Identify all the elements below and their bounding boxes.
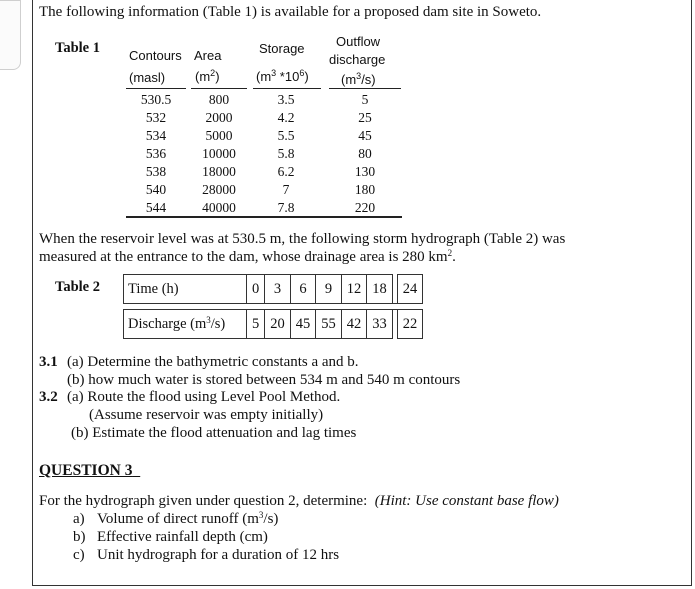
table1-cell: 180 [354,182,376,197]
paragraph-line-1: When the reservoir level was at 530.5 m, the following storm hydrograph (Table 2) was [39,231,566,247]
table1-cell: 45 [358,128,372,143]
unit-outflow: $(m^3/s)$ [341,71,376,87]
table1-cell: 18000 [202,164,236,179]
paragraph-line-2: measured at the entrance to the dam, whose drainage area is 280 $km^2$. [39,248,456,265]
discharge-cell: 22 [397,310,423,339]
table1-cell: 6.2 [277,164,295,179]
table1-cell: 544 [145,200,167,215]
table1-cell: 220 [354,200,376,215]
unit-contours: (masl) [129,70,166,85]
time-cell: 0 [247,275,265,304]
table2-time-row [124,275,423,304]
unit-area: $(m^2)$ [195,68,220,84]
unit-storage: ($m^3$ $*10^6$) [256,68,309,84]
q3-hint: (Hint: Use constant base flow) [374,493,559,509]
table1-cell: 540 [145,182,167,197]
table1-rule [253,88,321,89]
table1-label: Table 1 [55,40,100,56]
table1-cell: 4.2 [277,110,295,125]
header-contours: Contours [129,48,182,63]
q31a-text: (a) Determine the bathymetric constants a and b. [67,354,359,370]
table1-cell: 10000 [202,146,236,161]
page-side-tab [0,0,21,70]
time-cell: 3 [265,275,291,304]
q32a-note: (Assume reservoir was empty initially) [89,407,324,423]
time-label: Time (h) [124,275,247,304]
table1-cell: 3.5 [277,92,295,107]
q32-number: 3.2 [39,389,58,405]
table1-cell: 7.8 [277,200,295,215]
table1-cell: 5.5 [277,128,295,143]
table1-cell: 532 [145,110,167,125]
table1-cell: 538 [145,164,167,179]
header-outflow: Outflow [336,34,381,49]
discharge-cell: 20 [265,310,291,339]
table1-rule [191,88,247,89]
table1-rule [126,88,186,89]
table1-cell: 5000 [205,128,233,143]
table1-cell: 2000 [205,110,233,125]
discharge-cell: 33 [367,310,393,339]
table2-label: Table 2 [55,279,100,295]
table1-cell: 40000 [202,200,236,215]
table2 [123,274,423,339]
discharge-cell: 5 [247,310,265,339]
time-cell: 24 [397,275,423,304]
q32a-text: (a) Route the flood using Level Pool Method. [67,389,341,405]
table1-cell: 25 [358,110,372,125]
table1-cell: 5.8 [277,146,295,161]
table1-cell: 800 [208,92,230,107]
question3-title: QUESTION 3 [39,462,133,479]
q31-number: 3.1 [39,354,58,370]
q3-item-a: a) Volume of direct runoff $(m^3/s)$ [73,510,279,527]
time-cell: 18 [367,275,393,304]
table1-bottom-rule [126,216,402,218]
time-cell: 6 [290,275,316,304]
discharge-cell: 42 [341,310,367,339]
table1-rule [329,88,401,89]
time-cell: 9 [316,275,342,304]
header-storage: Storage [259,41,305,56]
table1-cell: 28000 [202,182,236,197]
table1-cell: 536 [145,146,167,161]
q31b-text: (b) how much water is stored between 534 m and 540 m contours [67,372,461,388]
table2-discharge-row [124,310,423,339]
header-area: Area [194,48,222,63]
q3-intro: For the hydrograph given under question 2, determine: (Hint: Use constant base flow) [39,493,559,509]
discharge-cell: 55 [316,310,342,339]
q32b-text: (b) Estimate the flood attenuation and lag times [71,425,357,441]
table1-cell: 530.5 [140,92,172,107]
table1-cell: 534 [145,128,167,143]
table1-cell: 80 [358,146,372,161]
table1-cell: 5 [361,92,369,107]
discharge-cell: 45 [290,310,316,339]
q3-item-c: c) Unit hydrograph for a duration of 12 hrs [73,547,340,563]
header-discharge-2: discharge [329,52,386,67]
intro-text: The following information (Table 1) is available for a proposed dam site in Soweto. [39,4,542,20]
q3-item-b: b) Effective rainfall depth (cm) [73,529,268,545]
discharge-label: Discharge $(m^3/s)$ [124,310,247,339]
time-cell: 12 [341,275,367,304]
table1-cell: 7 [282,182,290,197]
table1-cell: 130 [354,164,376,179]
document-page [32,0,692,586]
